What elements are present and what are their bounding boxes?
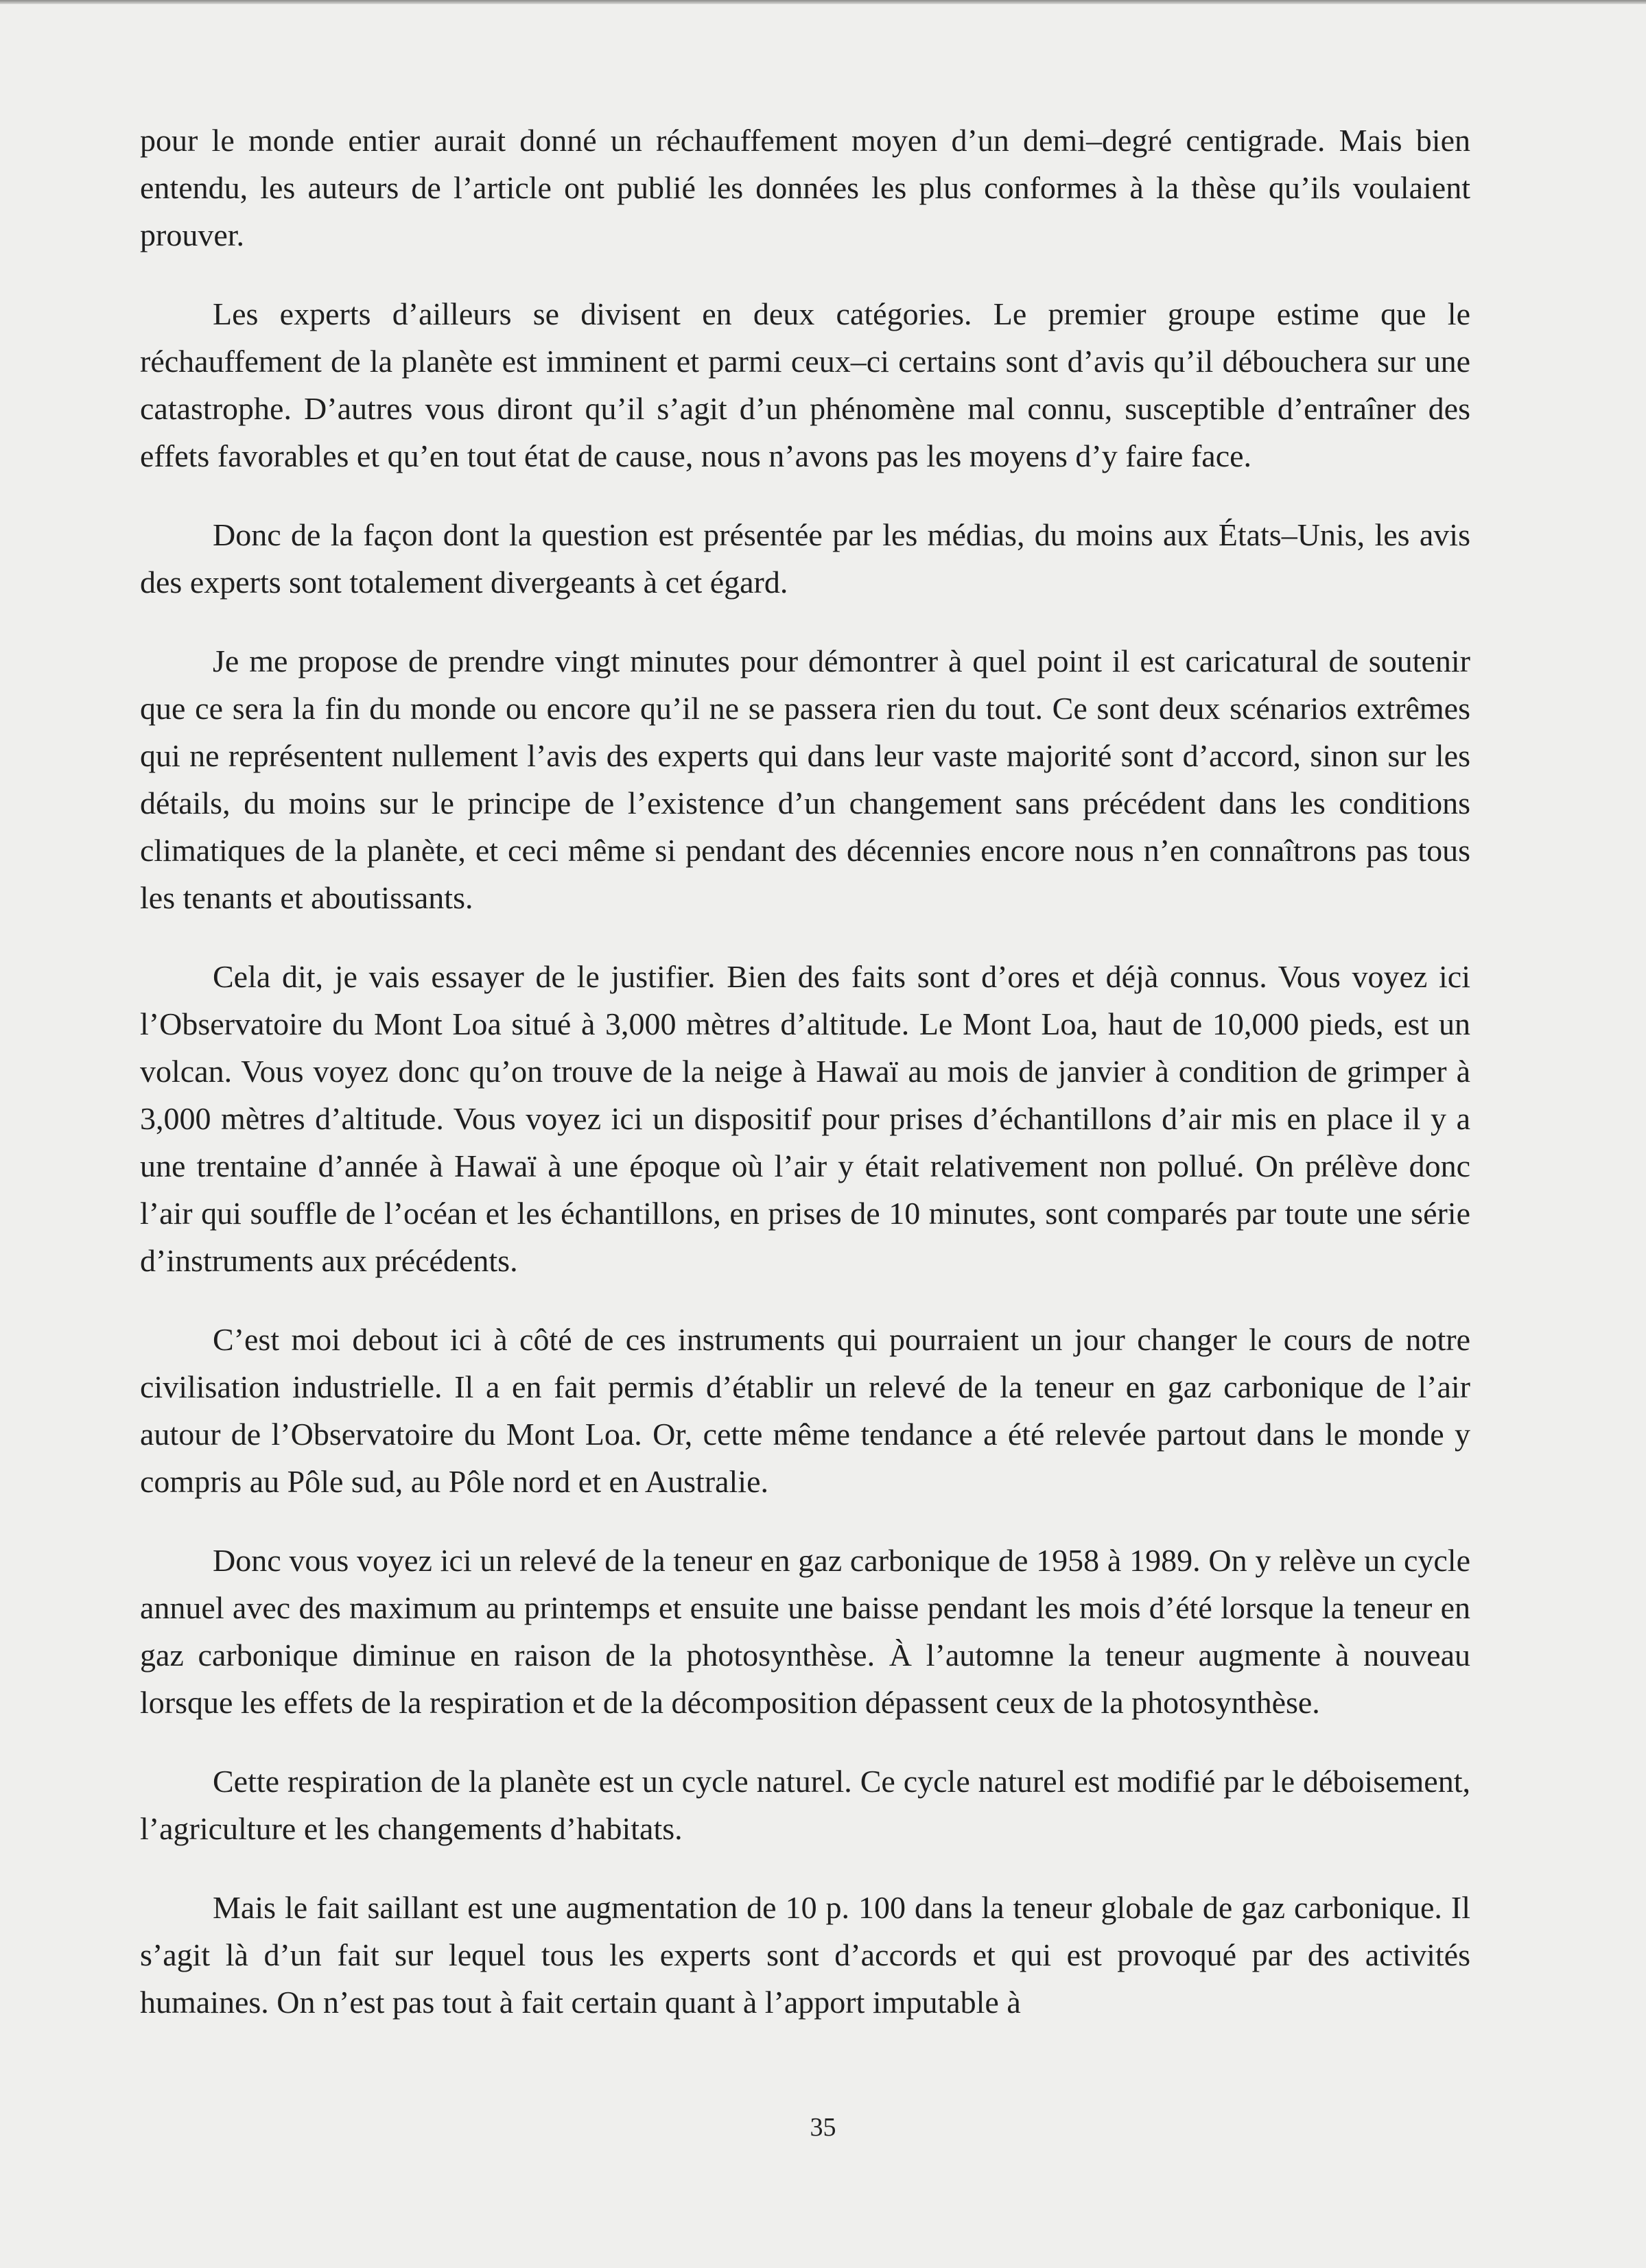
body-text (140, 117, 1470, 2057)
paragraph-9: Mais le fait saillant est une augmentation de 10 p. 100 dans la teneur globale de gaz carbonique. Il s’agit là d’un fait sur lequel tous les experts sont d’accords et qui est provoqué par des activités humaines. On n’est pas tout à fait certain quant à l’apport imputable à (140, 1890, 1470, 2020)
page-top-edge (0, 0, 1646, 4)
paragraph-3: Donc de la façon dont la question est présentée par les médias, du moins aux États–Unis, les avis des experts sont totalement divergeants à cet égard. (140, 517, 1470, 600)
paragraph-1: pour le monde entier aurait donné un réchauffement moyen d’un demi–degré centigrade. Mais bien entendu, les auteurs de l’article ont publié les données les plus conformes à la thèse qu’ils voulaient prouver. (140, 123, 1470, 252)
page-number: 35 (810, 2113, 836, 2142)
paragraph-2: Les experts d’ailleurs se divisent en deux catégories. Le premier groupe estime que le réchauffement de la planète est imminent et parmi ceux–ci certains sont d’avis qu’il débouchera sur une catastrophe. D’autres vous diront qu’il s’agit d’un phénomène mal connu, susceptible d’entraîner des effets favorables et qu’en tout état de cause, nous n’avons pas les moyens d’y faire face. (140, 296, 1470, 473)
paragraph-6: C’est moi debout ici à côté de ces instruments qui pourraient un jour changer le cours de notre civilisation industrielle. Il a en fait permis d’établir un relevé de la teneur en gaz carbonique de l’air autour de l’Observatoire du Mont Loa. Or, cette même tendance a été relevée partout dans le monde y compris au Pôle sud, au Pôle nord et en Australie. (140, 1322, 1470, 1499)
paragraph-5: Cela dit, je vais essayer de le justifier. Bien des faits sont d’ores et déjà connus. Vous voyez ici l’Observatoire du Mont Loa situé à 3,000 mètres d’altitude. Le Mont Loa, haut de 10,000 pieds, est un volcan. Vous voyez donc qu’on trouve de la neige à Hawaï au mois de janvier à condition de grimper à 3,000 mètres d’altitude. Vous voyez ici un dispositif pour prises d’échantillons d’air mis en place il y a une trentaine d’année à Hawaï à une époque où l’air y était relativement non pollué. On prélève donc l’air qui souffle de l’océan et les échantillons, en prises de 10 minutes, sont comparés par toute une série d’instruments aux précédents. (140, 959, 1470, 1278)
paragraph-4: Je me propose de prendre vingt minutes pour démontrer à quel point il est caricatural de soutenir que ce sera la fin du monde ou encore qu’il ne se passera rien du tout. Ce sont deux scénarios extrêmes qui ne représentent nullement l’avis des experts qui dans leur vaste majorité sont d’accord, sinon sur les détails, du moins sur le principe de l’existence d’un changement sans précédent dans les conditions climatiques de la planète, et ceci même si pendant des décennies encore nous n’en connaîtrons pas tous les tenants et aboutissants. (140, 643, 1470, 915)
paragraph-7: Donc vous voyez ici un relevé de la teneur en gaz carbonique de 1958 à 1989. On y relève un cycle annuel avec des maximum au printemps et ensuite une baisse pendant les mois d’été lorsque la teneur en gaz carbonique diminue en raison de la photosynthèse. À l’automne la teneur augmente à nouveau lorsque les effets de la respiration et de la décomposition dépassent ceux de la photosynthèse. (140, 1543, 1470, 1720)
paragraph-8: Cette respiration de la planète est un cycle naturel. Ce cycle naturel est modifié par le déboisement, l’agriculture et les changements d’habitats. (140, 1764, 1470, 1846)
